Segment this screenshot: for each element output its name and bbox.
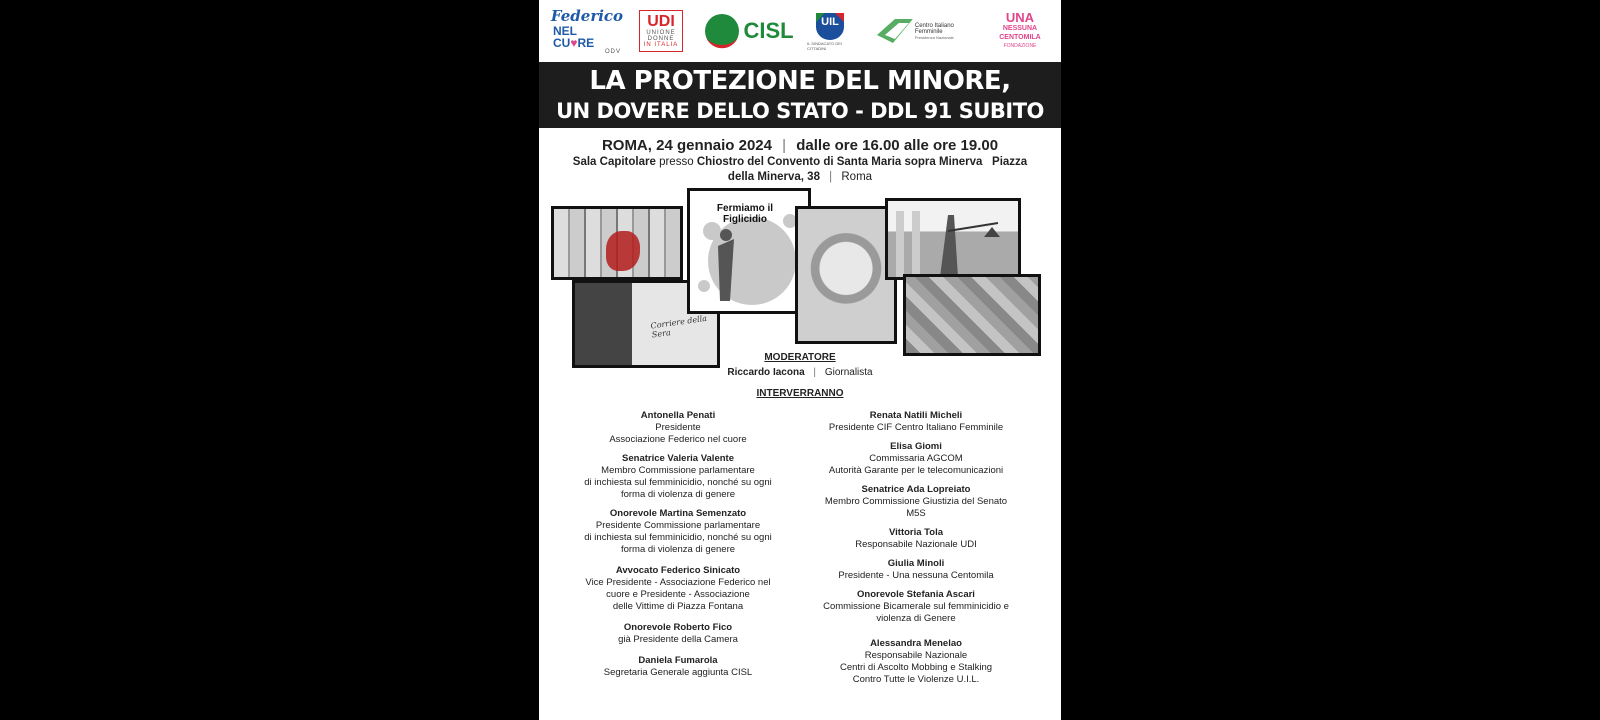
venue-presso: presso [659,156,694,168]
federico-logo-subtitle [553,25,621,49]
cisl-logo-text: CISL [743,18,794,43]
speaker-role-line: delle Vittime di Piazza Fontana [612,601,744,612]
event-date: ROMA, 24 gennaio 2024 [601,137,772,154]
speaker-entry [563,508,793,556]
child-photo [795,206,897,344]
speaker-role-line: Membro Commissione parlamentare [601,465,755,476]
speaker-name: Elisa Giomi [890,441,942,452]
moderatore-name: Riccardo Iacona [727,367,805,378]
federico-logo-text: Federico [550,7,624,25]
cisl-emblem-icon [704,13,740,49]
speaker-name: Avvocato Federico Sinicato [615,565,741,576]
speaker-entry [563,453,793,501]
speaker-role-line: forma di violenza di genere [620,544,736,555]
speaker-role-line: Commissione Bicamerale sul femminicidio e [823,601,1009,612]
poster-text: Fermiamo il Figlicidio [716,203,774,225]
una-line-3: CENTOMILA [999,34,1041,41]
cif-text [915,23,983,40]
speaker-name: Senatrice Valeria Valente [622,453,734,464]
interverranno-section [539,388,1061,399]
speaker-role-line: Presidente CIF Centro Italiano Femminile [828,422,1004,433]
speaker-role-line: di inchiesta sul femminicidio, nonché su ogni [584,477,772,488]
uil-logo [807,8,853,54]
cif-line-1: Centro Italiano Femminile [914,22,954,35]
speaker-name: Senatrice Ada Lopreiato [861,484,971,495]
speaker-role-line: violenza di Genere [876,613,956,624]
speaker-entry [563,655,793,679]
venue-city: Roma [841,171,873,183]
event-poster [539,0,1061,720]
speaker-role-line: M5S [906,508,926,519]
venue-hall: Sala Capitolare [572,156,656,168]
scales-of-justice-icon [888,201,1018,277]
moderatore-section [539,352,1061,378]
speaker-role-line: di inchiesta sul femminicidio, nonché su ogni [584,532,772,543]
federico-odv: ODV [604,49,621,55]
udi-logo [639,10,683,52]
una-line-2: NESSUNA [1002,25,1038,32]
udi-sub-2: DONNE [647,36,675,42]
una-line-4: FONDAZIONE [1003,43,1037,49]
speaker-role-line: Responsabile Nazionale UDI [855,539,977,550]
speaker-role-line: Vice Presidente - Associazione Federico nel [585,577,771,588]
speaker-entry [563,565,793,613]
una-nessuna-centomila-logo [995,8,1045,54]
newspapers-photo [551,206,683,280]
speaker-name: Onorevole Martina Semenzato [609,508,747,519]
children-playing-photo [903,274,1041,356]
separator: | [829,171,833,183]
speaker-name: Onorevole Roberto Fico [623,622,733,633]
sponsor-logos [539,0,1061,62]
speaker-role-line: Presidente [655,422,701,433]
speaker-entry [801,589,1031,625]
event-venue [539,155,1061,185]
speaker-role-line: Membro Commissione Giustizia del Senato [824,496,1008,507]
heart-icon: ♥ [570,36,578,50]
moderatore-heading: MODERATORE [764,352,836,363]
separator: | [813,367,817,378]
speaker-role-line: Segretaria Generale aggiunta CISL [603,667,753,678]
uil-sub: IL SINDACATO DEI CITTADINI [807,41,843,51]
moderatore-role: Giornalista [824,367,873,378]
speaker-name: Vittoria Tola [888,527,944,538]
speaker-role-line: Responsabile Nazionale [864,650,968,661]
speaker-entry [801,638,1031,686]
speaker-name: Alessandra Menelao [870,638,962,649]
title-line-1: LA PROTEZIONE DEL MINORE, [589,66,1011,96]
speakers-right-column [801,410,1031,686]
speaker-role-line: Commissaria AGCOM [869,453,963,464]
speaker-entry [801,441,1031,477]
fermiamo-figlicidio-poster [687,188,811,314]
speaker-role-line: forma di violenza di genere [620,489,736,500]
speakers-left-column [563,410,793,679]
speaker-role-line: Contro Tutte le Violenze U.I.L. [852,674,980,685]
cisl-logo [699,8,799,54]
speaker-name: Onorevole Stefania Ascari [857,589,975,600]
udi-sub-1: UNIONE [646,30,676,36]
title-line-2: UN DOVERE DELLO STATO - DDL 91 SUBITO [556,99,1044,123]
venue-square: Piazza della Minerva, 38 [727,156,1028,183]
speaker-name: Renata Natili Micheli [869,410,963,421]
speaker-entry [563,410,793,446]
speaker-entry [563,622,793,646]
speaker-role-line: Associazione Federico nel cuore [609,434,747,445]
federico-re: RE [577,36,595,50]
speaker-role-line: Autorità Garante per le telecomunicazioni [828,465,1004,476]
federico-nelcu: NEL CU [553,24,577,50]
interverranno-heading: INTERVERRANNO [756,388,844,399]
udi-logo-text: UDI [647,13,675,30]
speaker-entry [801,484,1031,520]
speaker-role-line: Presidente - Una nessuna Centomila [838,570,994,581]
speaker-entry [801,558,1031,582]
justice-statue-photo [885,198,1021,280]
speaker-role-line: Presidente Commissione parlamentare [595,520,761,531]
moderatore-line [539,367,1061,378]
speaker-name: Daniela Fumarola [638,655,718,666]
event-time: dalle ore 16.00 alle ore 19.00 [796,137,999,154]
speaker-name: Antonella Penati [640,410,716,421]
speaker-role-line: cuore e Presidente - Associazione [606,589,750,600]
speaker-role-line: già Presidente della Camera [618,634,738,645]
speaker-name: Giulia Minoli [887,558,945,569]
speaker-entry [801,527,1031,551]
speaker-entry [801,410,1031,434]
title-banner [539,62,1061,128]
uil-logo-text: UIL [821,16,839,28]
federico-nel-cuore-logo [550,7,624,55]
event-dateline [539,137,1061,154]
separator: | [782,137,787,154]
udi-sub-3: IN ITALIA [643,42,679,48]
speaker-role-line: Centri di Ascolto Mobbing e Stalking [839,662,993,673]
blood-stain [606,231,640,271]
newspaper-title: Corriere della Sera [650,313,708,340]
venue-place: Chiostro del Convento di Santa Maria sopra Minerva [696,156,983,168]
cif-logo [875,8,983,54]
una-line-1: UNA [1005,10,1035,25]
cif-emblem-icon [875,15,915,47]
cif-line-2: Presidenza Nazionale [914,34,954,40]
